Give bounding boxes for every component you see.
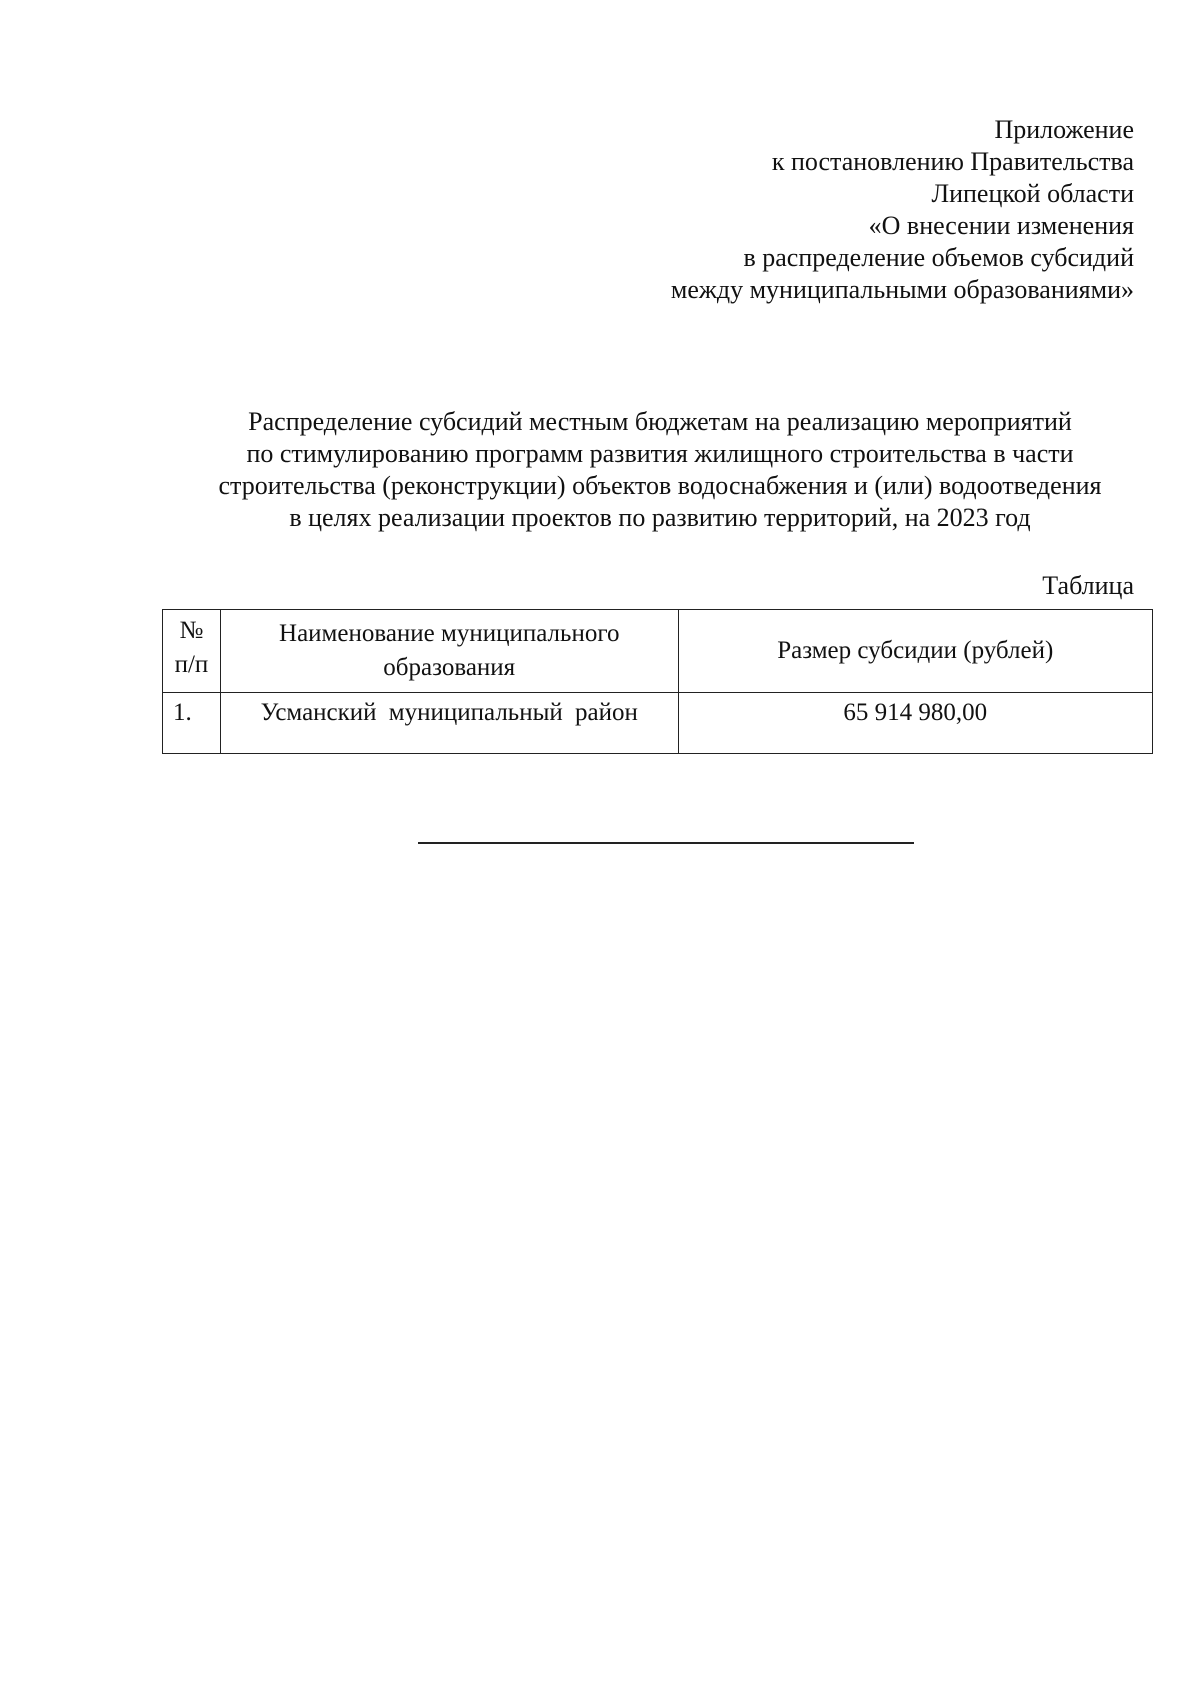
row-amount: 65 914 980,00 [678,693,1152,754]
header-number-line1: № [179,617,204,644]
header-municipality-line1: Наименование муниципального [279,620,620,647]
end-divider-line [418,842,914,844]
title-line: в целях реализации проектов по развитию территорий, на 2023 год [289,503,1031,532]
table-row [163,693,1153,754]
table-label: Таблица [1042,571,1134,600]
appendix-line: между муниципальными образованиями» [670,275,1134,304]
title-line: Распределение субсидий местным бюджетам на реализацию мероприятий [248,407,1072,436]
row-number: 1. [163,693,221,754]
header-number-line2: п/п [174,651,209,678]
header-municipality [220,610,678,693]
subsidy-table [162,609,1153,754]
document-title [162,406,1158,534]
title-line: по стимулированию программ развития жилищного строительства в части [246,439,1074,468]
table-header-row [163,610,1153,693]
row-municipality: Усманский муниципальный район [220,693,678,754]
header-municipality-line2: образования [383,654,516,681]
header-number [163,610,221,693]
appendix-line: Приложение [994,115,1134,144]
title-line: строительства (реконструкции) объектов водоснабжения и (или) водоотведения [218,471,1102,500]
appendix-line: Липецкой области [931,179,1134,208]
appendix-line: в распределение объемов субсидий [743,243,1134,272]
appendix-line: к постановлению Правительства [771,147,1134,176]
appendix-header [671,114,1134,306]
appendix-line: «О внесении изменения [868,211,1134,240]
header-amount: Размер субсидии (рублей) [678,610,1152,693]
